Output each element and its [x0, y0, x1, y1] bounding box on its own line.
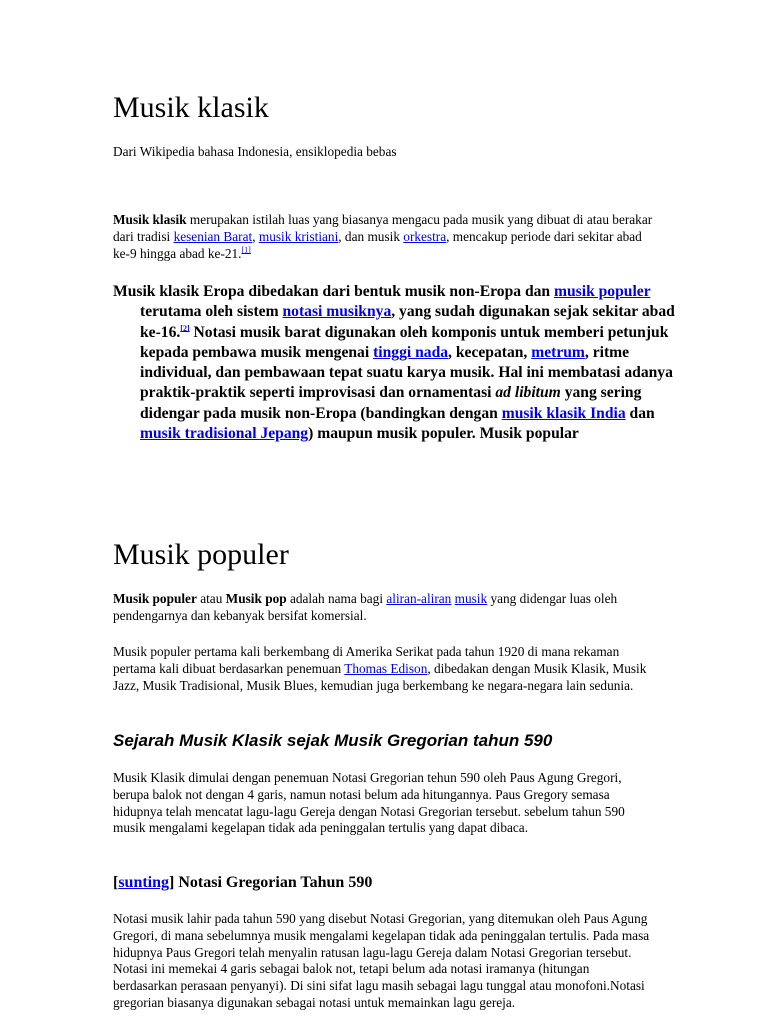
italic-term: ad libitum	[495, 384, 561, 402]
reference-link[interactable]: [1]	[241, 245, 251, 255]
populer-paragraph-1: Musik populer atau Musik pop adalah nama bagi aliran-aliran musik yang didengar luas oleh pendengarnya dan kebanyak bersifat komersial.	[113, 591, 618, 623]
link-musik[interactable]: musik	[454, 591, 488, 606]
link-musik-klasik-india[interactable]: musik klasik India	[501, 404, 626, 422]
edit-section-link[interactable]: sunting	[118, 874, 170, 891]
bold-term: Musik klasik	[113, 212, 187, 227]
link-aliran-aliran[interactable]: aliran-aliran	[386, 591, 452, 606]
link-musik-kristiani[interactable]: musik kristiani	[258, 228, 339, 244]
link-tinggi-nada[interactable]: tinggi nada	[373, 343, 449, 361]
link-thomas-edison[interactable]: Thomas Edison	[344, 660, 428, 676]
section-heading-sejarah: Sejarah Musik Klasik sejak Musik Gregorian tahun 590	[113, 731, 553, 750]
section-heading-notasi-gregorian: [sunting] Notasi Gregorian Tahun 590	[113, 874, 373, 891]
sejarah-paragraph: Musik Klasik dimulai dengan penemuan Notasi Gregorian tehun 590 oleh Paus Agung Gregori, berupa balok not dengan 4 garis, namun notasi belum ada hitungannya. Paus Gregory semasa hidupnya telah mencatat lagu-lagu Gereja dengan Notasi Gregorian tersebut. sebelum tahun 590 musik mengalami kegelapan tidak ada peninggalan tertulis yang dapat dibaca.	[113, 770, 625, 836]
section-title-musik-populer: Musik populer	[113, 538, 289, 571]
page-title: Musik klasik	[113, 91, 269, 124]
link-musik-populer[interactable]: musik populer	[554, 283, 651, 300]
link-notasi-musik[interactable]: notasi musiknya	[282, 303, 392, 321]
populer-paragraph-2: Musik populer pertama kali berkembang di Amerika Serikat pada tahun 1920 di mana rekaman pertama kali dibuat berdasarkan penemuan Thomas Edison, dibedakan dengan Musik Klasik, Musik Jazz, Musik Tradisional, Musik Blues, kemudian juga berkembang ke negara-negara lain sedunia.	[113, 644, 647, 693]
link-metrum[interactable]: metrum	[531, 343, 585, 361]
reference-link[interactable]: [2]	[180, 323, 190, 333]
bold-paragraph: Musik klasik Eropa dibedakan dari bentuk musik non-Eropa dan musik populer terutama oleh sistem notasi musiknya, yang sudah digunakan sejak sekitar abad ke-16.[2] Notasi musik barat digunakan oleh komponis untuk memberi petunjuk kepada pembawa musik mengenai tinggi nada, kecepatan, metrum, ritme individual, dan pembawaan tepat suatu karya musik. Hal ini membatasi adanya praktik-praktik seperti improvisasi dan ornamentasi ad libitum yang sering didengar pada musik non-Eropa (bandingkan dengan musik klasik India dan musik tradisional Jepang) maupun musik populer. Musik popular	[113, 283, 675, 443]
page-subtitle: Dari Wikipedia bahasa Indonesia, ensiklopedia bebas	[113, 144, 397, 159]
link-orkestra[interactable]: orkestra	[403, 228, 447, 244]
link-kesenian-barat[interactable]: kesenian Barat	[173, 228, 253, 244]
notasi-paragraph: Notasi musik lahir pada tahun 590 yang disebut Notasi Gregorian, yang ditemukan oleh Paus Agung Gregori, di mana sebelumnya musik mengalami kegelapan tidak ada peninggalan tertulis. Pada masa hidupnya Paus Gregori telah menyalin ratusan lagu-lagu Gereja dalam Notasi Gregorian tersebut. Notasi ini memekai 4 garis sebagai balok not, tetapi belum ada notasi iramanya (hitungan berdasarkan perasaan penyanyi). Di sini sifat lagu masih sebagai lagu tunggal atau monofoni.Notasi gregorian biasanya digunakan sebagai notasi untuk memainkan lagu gereja.	[113, 911, 650, 1010]
intro-paragraph: Musik klasik merupakan istilah luas yang biasanya mengacu pada musik yang dibuat di atau berakar dari tradisi kesenian Barat, musik kristiani, dan musik orkestra, mencakup periode dari sekitar abad ke-9 hingga abad ke-21.[1]	[113, 212, 653, 261]
link-musik-tradisional-jepang[interactable]: musik tradisional Jepang	[140, 425, 309, 443]
